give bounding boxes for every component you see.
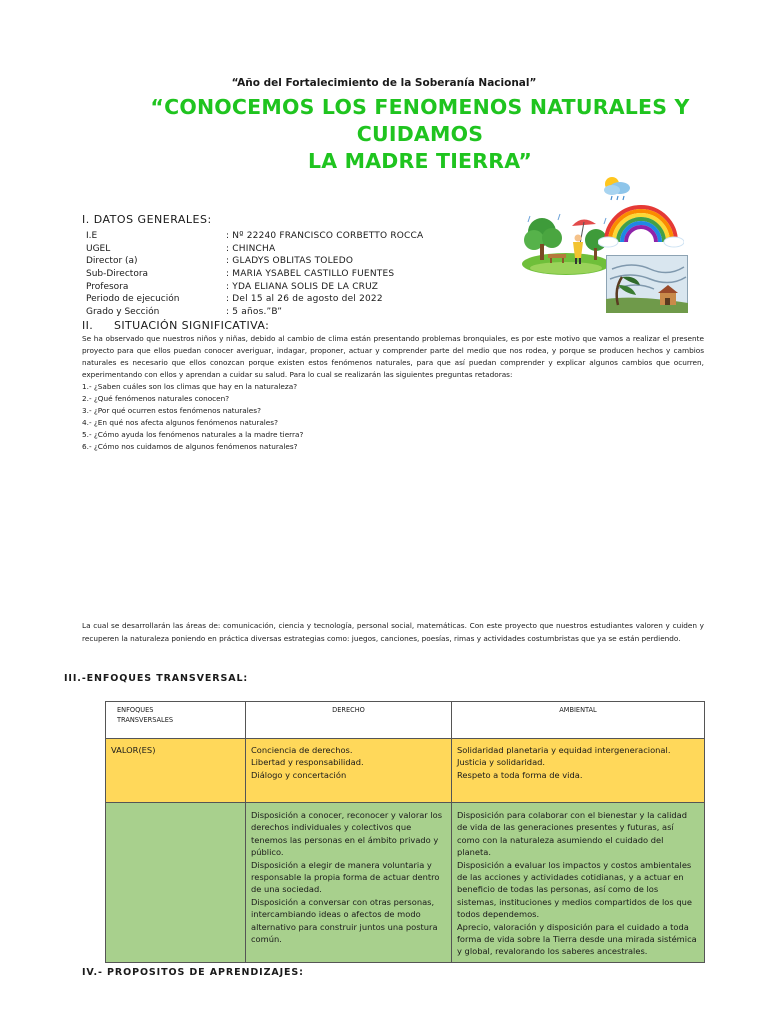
field-label: Profesora bbox=[86, 281, 129, 292]
table-header-cell: ENFOQUES TRANSVERSALES bbox=[106, 702, 246, 739]
enfoques-table bbox=[105, 701, 705, 963]
field-label: Periodo de ejecución bbox=[86, 294, 180, 305]
table-header-cell: DERECHO bbox=[246, 702, 452, 739]
table-cell: Disposición a conocer, reconocer y valorar los derechos individuales y colectivos que tenemos las personas en el ámbito privado y público. Disposición a elegir de manera voluntaria y responsable la propia forma de actuar dentro de una sociedad. Disposición a conversar con otras personas, intercambiando ideas o afectos de modo alternativo para construir juntos una postura común. bbox=[246, 803, 452, 963]
table-row bbox=[106, 803, 705, 963]
section-enfoques-heading: III.-ENFOQUES TRANSVERSAL: bbox=[64, 673, 249, 684]
table-cell bbox=[106, 803, 246, 963]
table-cell: VALOR(ES) bbox=[106, 739, 246, 803]
field-label: UGEL bbox=[86, 243, 111, 254]
field-value: : YDA ELIANA SOLIS DE LA CRUZ bbox=[226, 281, 379, 292]
list-item: 6.- ¿Cómo nos cuidamos de algunos fenómenos naturales? bbox=[82, 442, 298, 451]
field-value: : CHINCHA bbox=[226, 243, 276, 254]
title-line-2: LA MADRE TIERRA” bbox=[307, 149, 533, 173]
field-label: I.E bbox=[86, 231, 98, 241]
list-item: 4.- ¿En qué nos afecta algunos fenómenos naturales? bbox=[82, 418, 278, 427]
field-value: : 5 años.”B” bbox=[226, 307, 283, 318]
table-cell: Solidaridad planetaria y equidad intergeneracional. Justicia y solidaridad. Respeto a toda forma de vida. bbox=[452, 739, 705, 803]
list-item: 1.- ¿Saben cuáles son los climas que hay en la naturaleza? bbox=[82, 382, 298, 391]
section-title: SITUACIÓN SIGNIFICATIVA: bbox=[114, 319, 270, 332]
situacion-paragraph: Se ha observado que nuestros niños y niñas, debido al cambio de clima están presentando problemas bronquiales, es por este motivo que vamos a realizar el presente proyecto para que ellos puedan conocer averiguar, indagar, proponer, actuar y comprender parte del medio que nos rodea, y porque se producen hechos y cambios naturales es necesario que ellos conozcan porque existen estos fenómenos naturales, para que así puedan comprender y explicar algunos cambios que ocurren, experimentando con ellos y aprendan a cuidar su salud. Para lo cual se realizarán las siguientes preguntas retadoras: bbox=[82, 334, 704, 379]
section-propositos-heading: IV.- PROPOSITOS DE APRENDIZAJES: bbox=[82, 967, 304, 978]
list-item: 3.- ¿Por qué ocurren estos fenómenos naturales? bbox=[82, 406, 261, 415]
rainbow-cloud-icon bbox=[598, 172, 684, 256]
areas-paragraph: La cual se desarrollarán las áreas de: comunicación, ciencia y tecnología, personal social, matemáticas. Con este proyecto que nuestros estudiantes valoren y cuiden y recuperen la naturaleza poniendo en práctica diversas estrategias como: juegos, canciones, poesías, rimas y actividades costumbristas que ya se están perdiendo. bbox=[82, 621, 704, 643]
field-label: Sub-Directora bbox=[86, 269, 149, 280]
table-cell: Disposición para colaborar con el bienestar y la calidad de vida de las generaciones presentes y futuras, así como con la naturaleza asumiendo el cuidado del planeta. Disposición a evaluar los impactos y costos ambientales de las acciones y actividades cotidianas, y a actuar en beneficio de todas las personas, así como de los sistemas, instituciones y medios compartidos de los que todos dependemos. Aprecio, valoración y disposición para el cuidado a toda forma de vida sobre la Tierra desde una mirada sistémica y global, revalorando los saberes ancestrales. bbox=[452, 803, 705, 963]
table-row bbox=[106, 702, 705, 739]
field-label: Director (a) bbox=[86, 256, 138, 267]
section-number: II. bbox=[82, 319, 94, 332]
table-row bbox=[106, 739, 705, 803]
list-item: 5.- ¿Cómo ayuda los fenómenos naturales a la madre tierra? bbox=[82, 430, 304, 439]
field-value: : MARIA YSABEL CASTILLO FUENTES bbox=[226, 269, 395, 280]
field-value: : Del 15 al 26 de agosto del 2022 bbox=[226, 294, 383, 305]
section-datos-generales-heading: I. DATOS GENERALES: bbox=[82, 213, 212, 226]
windy-storm-house-icon bbox=[606, 255, 688, 313]
section-situacion-heading bbox=[82, 319, 269, 332]
table-cell: Conciencia de derechos. Libertad y responsabilidad. Diálogo y concertación bbox=[246, 739, 452, 803]
field-label: Grado y Sección bbox=[86, 307, 160, 318]
document-title bbox=[120, 94, 720, 175]
questions-list bbox=[82, 381, 303, 453]
table-header-cell: AMBIENTAL bbox=[452, 702, 705, 739]
list-item: 2.- ¿Qué fenómenos naturales conocen? bbox=[82, 394, 230, 403]
year-motto: “Año del Fortalecimiento de la Soberanía Nacional” bbox=[231, 77, 537, 89]
title-line-1: “CONOCEMOS LOS FENOMENOS NATURALES Y CUIDAMOS bbox=[150, 95, 690, 146]
field-value: : Nº 22240 FRANCISCO CORBETTO ROCCA bbox=[226, 231, 424, 241]
field-value: : GLADYS OBLITAS TOLEDO bbox=[226, 256, 354, 267]
